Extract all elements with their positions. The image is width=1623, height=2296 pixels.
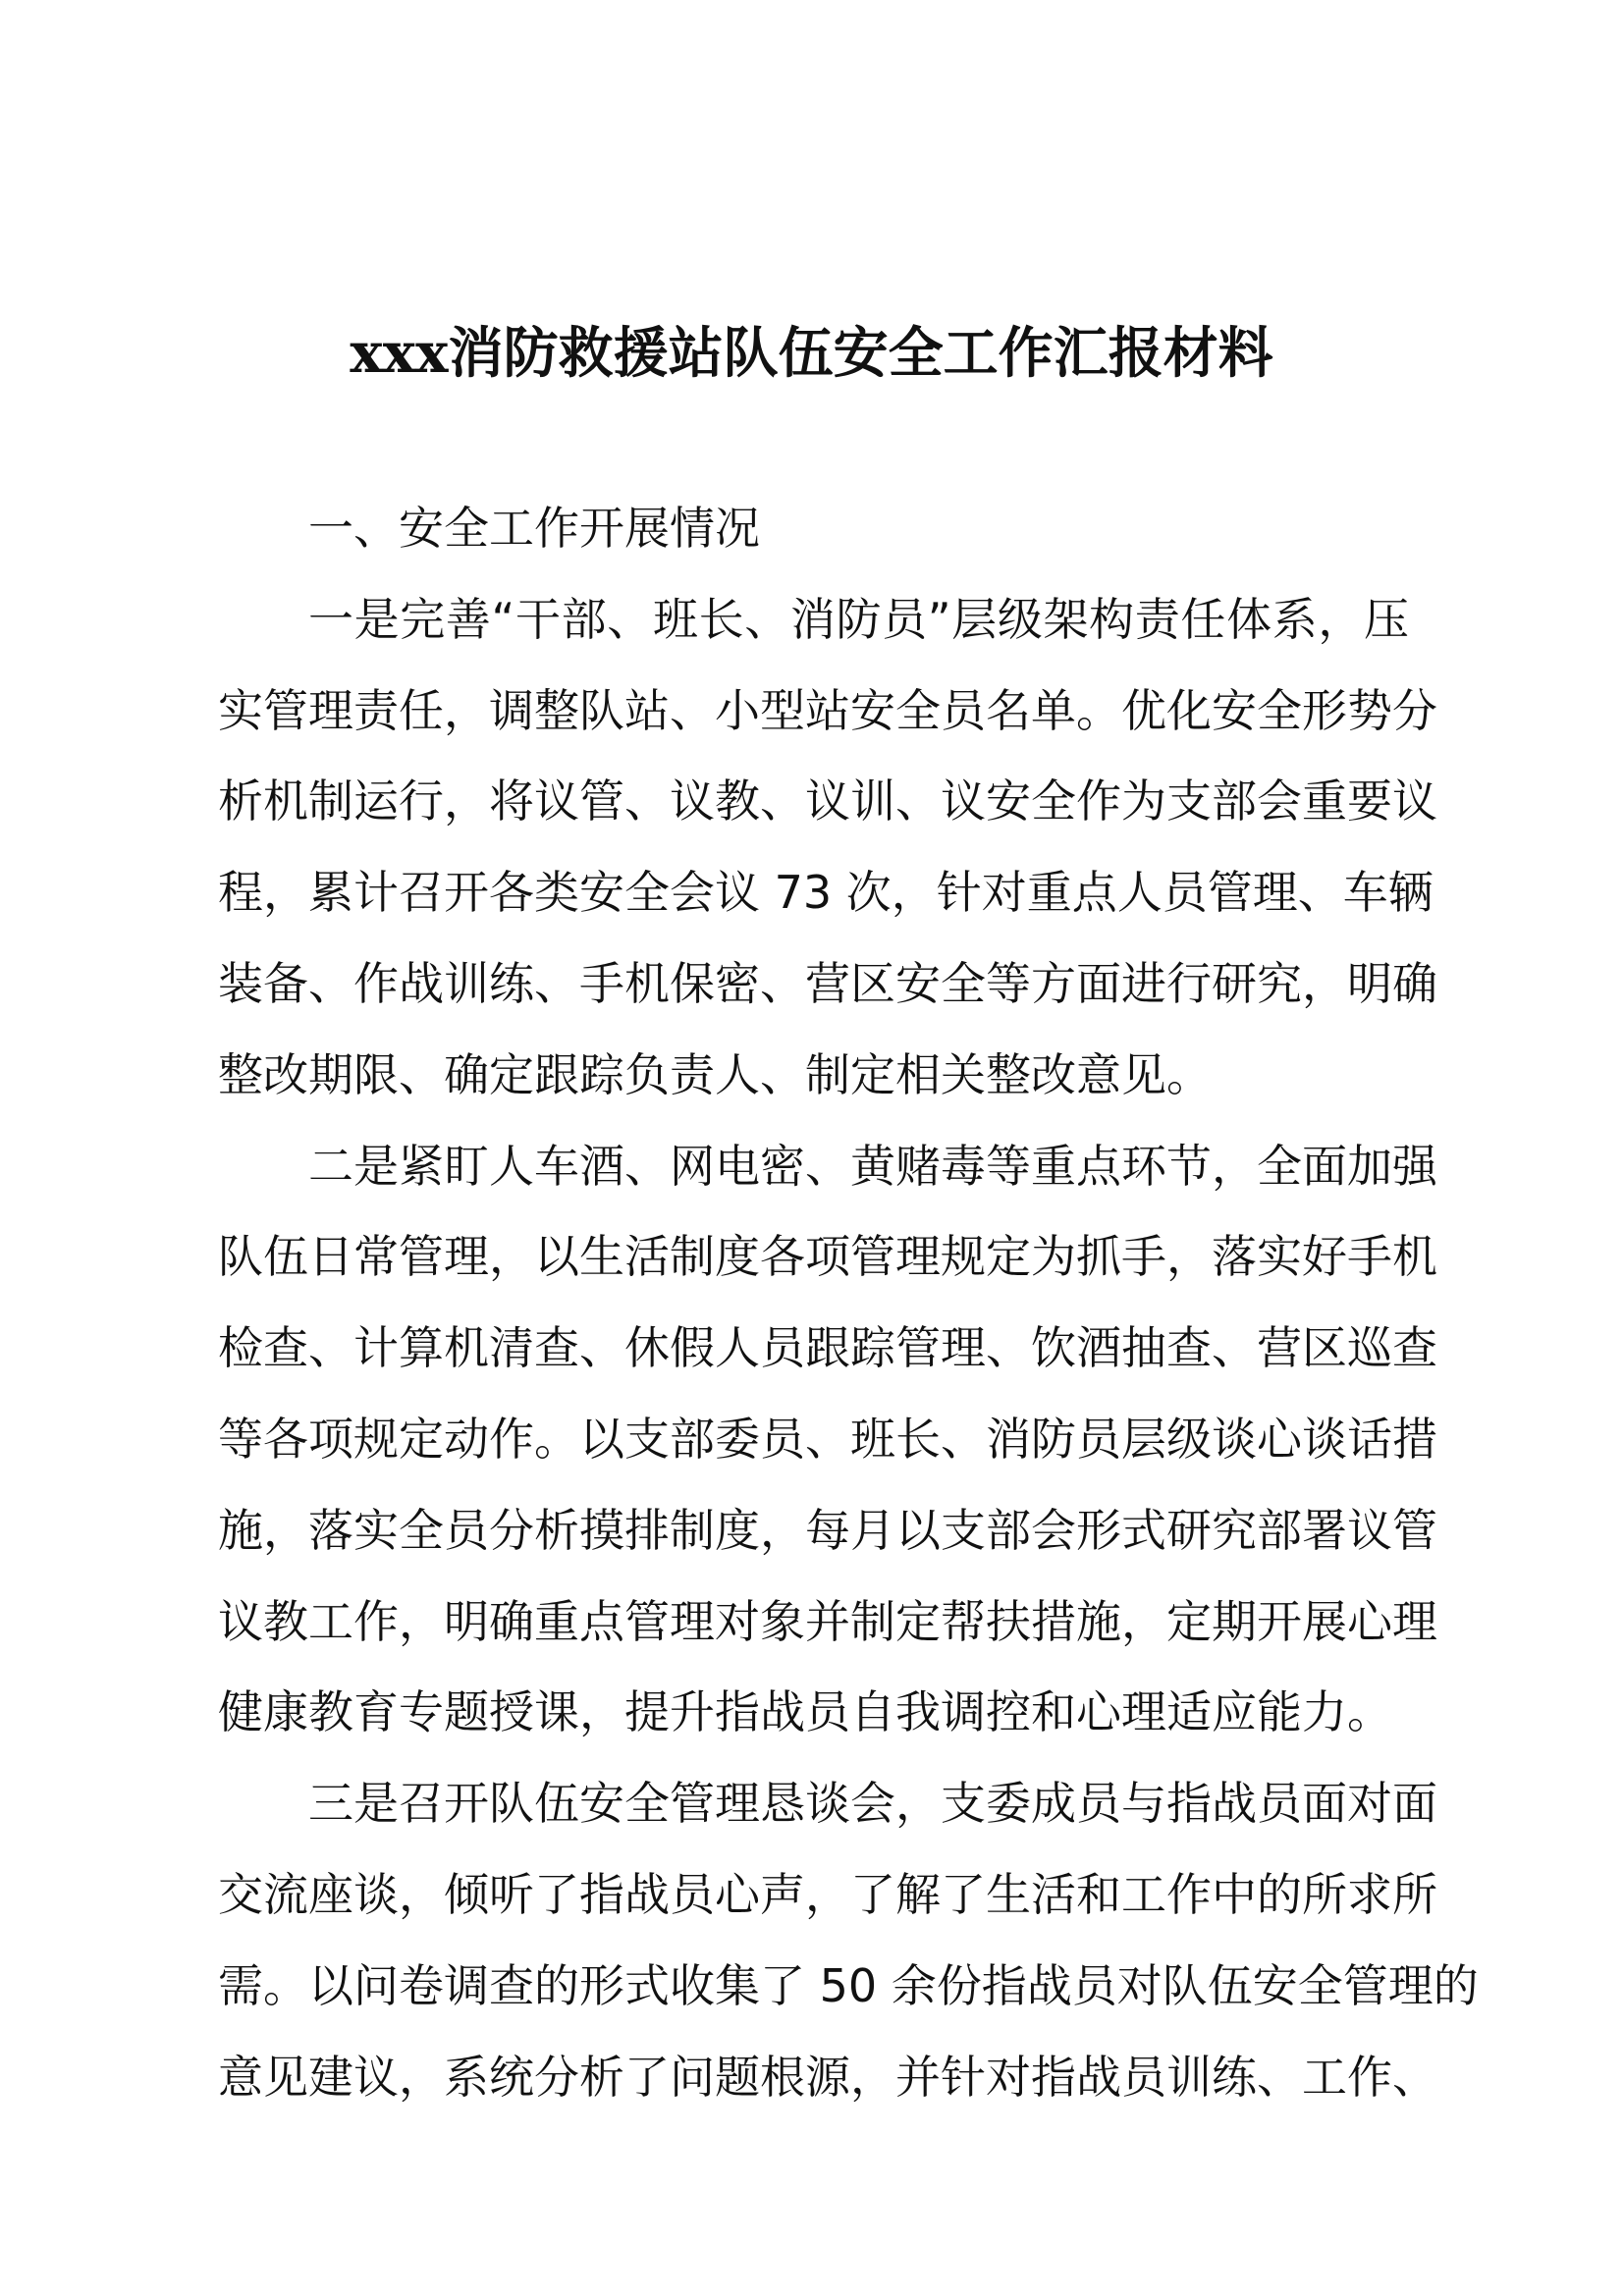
document-body bbox=[218, 483, 1479, 2122]
paragraph-line: 施，落实全员分析摸排制度，每月以支部会形式研究部署议管 bbox=[218, 1503, 1437, 1557]
paragraph-line: 需。以问卷调查的形式收集了 50 余份指战员对队伍安全管理的 bbox=[218, 1958, 1479, 2012]
paragraph bbox=[218, 1758, 1479, 2122]
paragraph-line: 整改期限、确定跟踪负责人、制定相关整改意见。 bbox=[218, 1047, 1212, 1101]
paragraph-line: 检查、计算机清查、休假人员跟踪管理、饮酒抽查、营区巡查 bbox=[218, 1321, 1437, 1375]
paragraph-line: 队伍日常管理，以生活制度各项管理规定为抓手，落实好手机 bbox=[218, 1230, 1437, 1284]
paragraph-line: 议教工作，明确重点管理对象并制定帮扶措施，定期开展心理 bbox=[218, 1594, 1437, 1648]
paragraph bbox=[218, 574, 1437, 1121]
paragraph-line: 装备、作战训练、手机保密、营区安全等方面进行研究，明确 bbox=[218, 956, 1437, 1010]
paragraph-line: 析机制运行，将议管、议教、议训、议安全作为支部会重要议 bbox=[218, 774, 1437, 828]
paragraph-line: 三是召开队伍安全管理恳谈会，支委成员与指战员面对面 bbox=[308, 1777, 1437, 1831]
document-title: xxx消防救援站队伍安全工作汇报材料 bbox=[350, 321, 1273, 386]
paragraph-line: 实管理责任，调整队站、小型站安全员名单。优化安全形势分 bbox=[218, 683, 1437, 737]
paragraph-line: 意见建议，系统分析了问题根源，并针对指战员训练、工作、 bbox=[218, 2050, 1437, 2104]
paragraphs bbox=[218, 574, 1479, 2123]
paragraph-line: 一是完善“干部、班长、消防员”层级架构责任体系，压 bbox=[308, 592, 1409, 646]
paragraph-line: 健康教育专题授课，提升指战员自我调控和心理适应能力。 bbox=[218, 1685, 1392, 1739]
paragraph-line: 二是紧盯人车酒、网电密、黄赌毒等重点环节，全面加强 bbox=[308, 1139, 1437, 1193]
paragraph-line: 交流座谈，倾听了指战员心声，了解了生活和工作中的所求所 bbox=[218, 1867, 1437, 1921]
paragraph-line: 等各项规定动作。以支部委员、班长、消防员层级谈心谈话措 bbox=[218, 1412, 1437, 1466]
section-heading: 一、安全工作开展情况 bbox=[308, 502, 760, 555]
paragraph bbox=[218, 1121, 1437, 1759]
paragraph-line: 程，累计召开各类安全会议 73 次，针对重点人员管理、车辆 bbox=[218, 866, 1434, 920]
